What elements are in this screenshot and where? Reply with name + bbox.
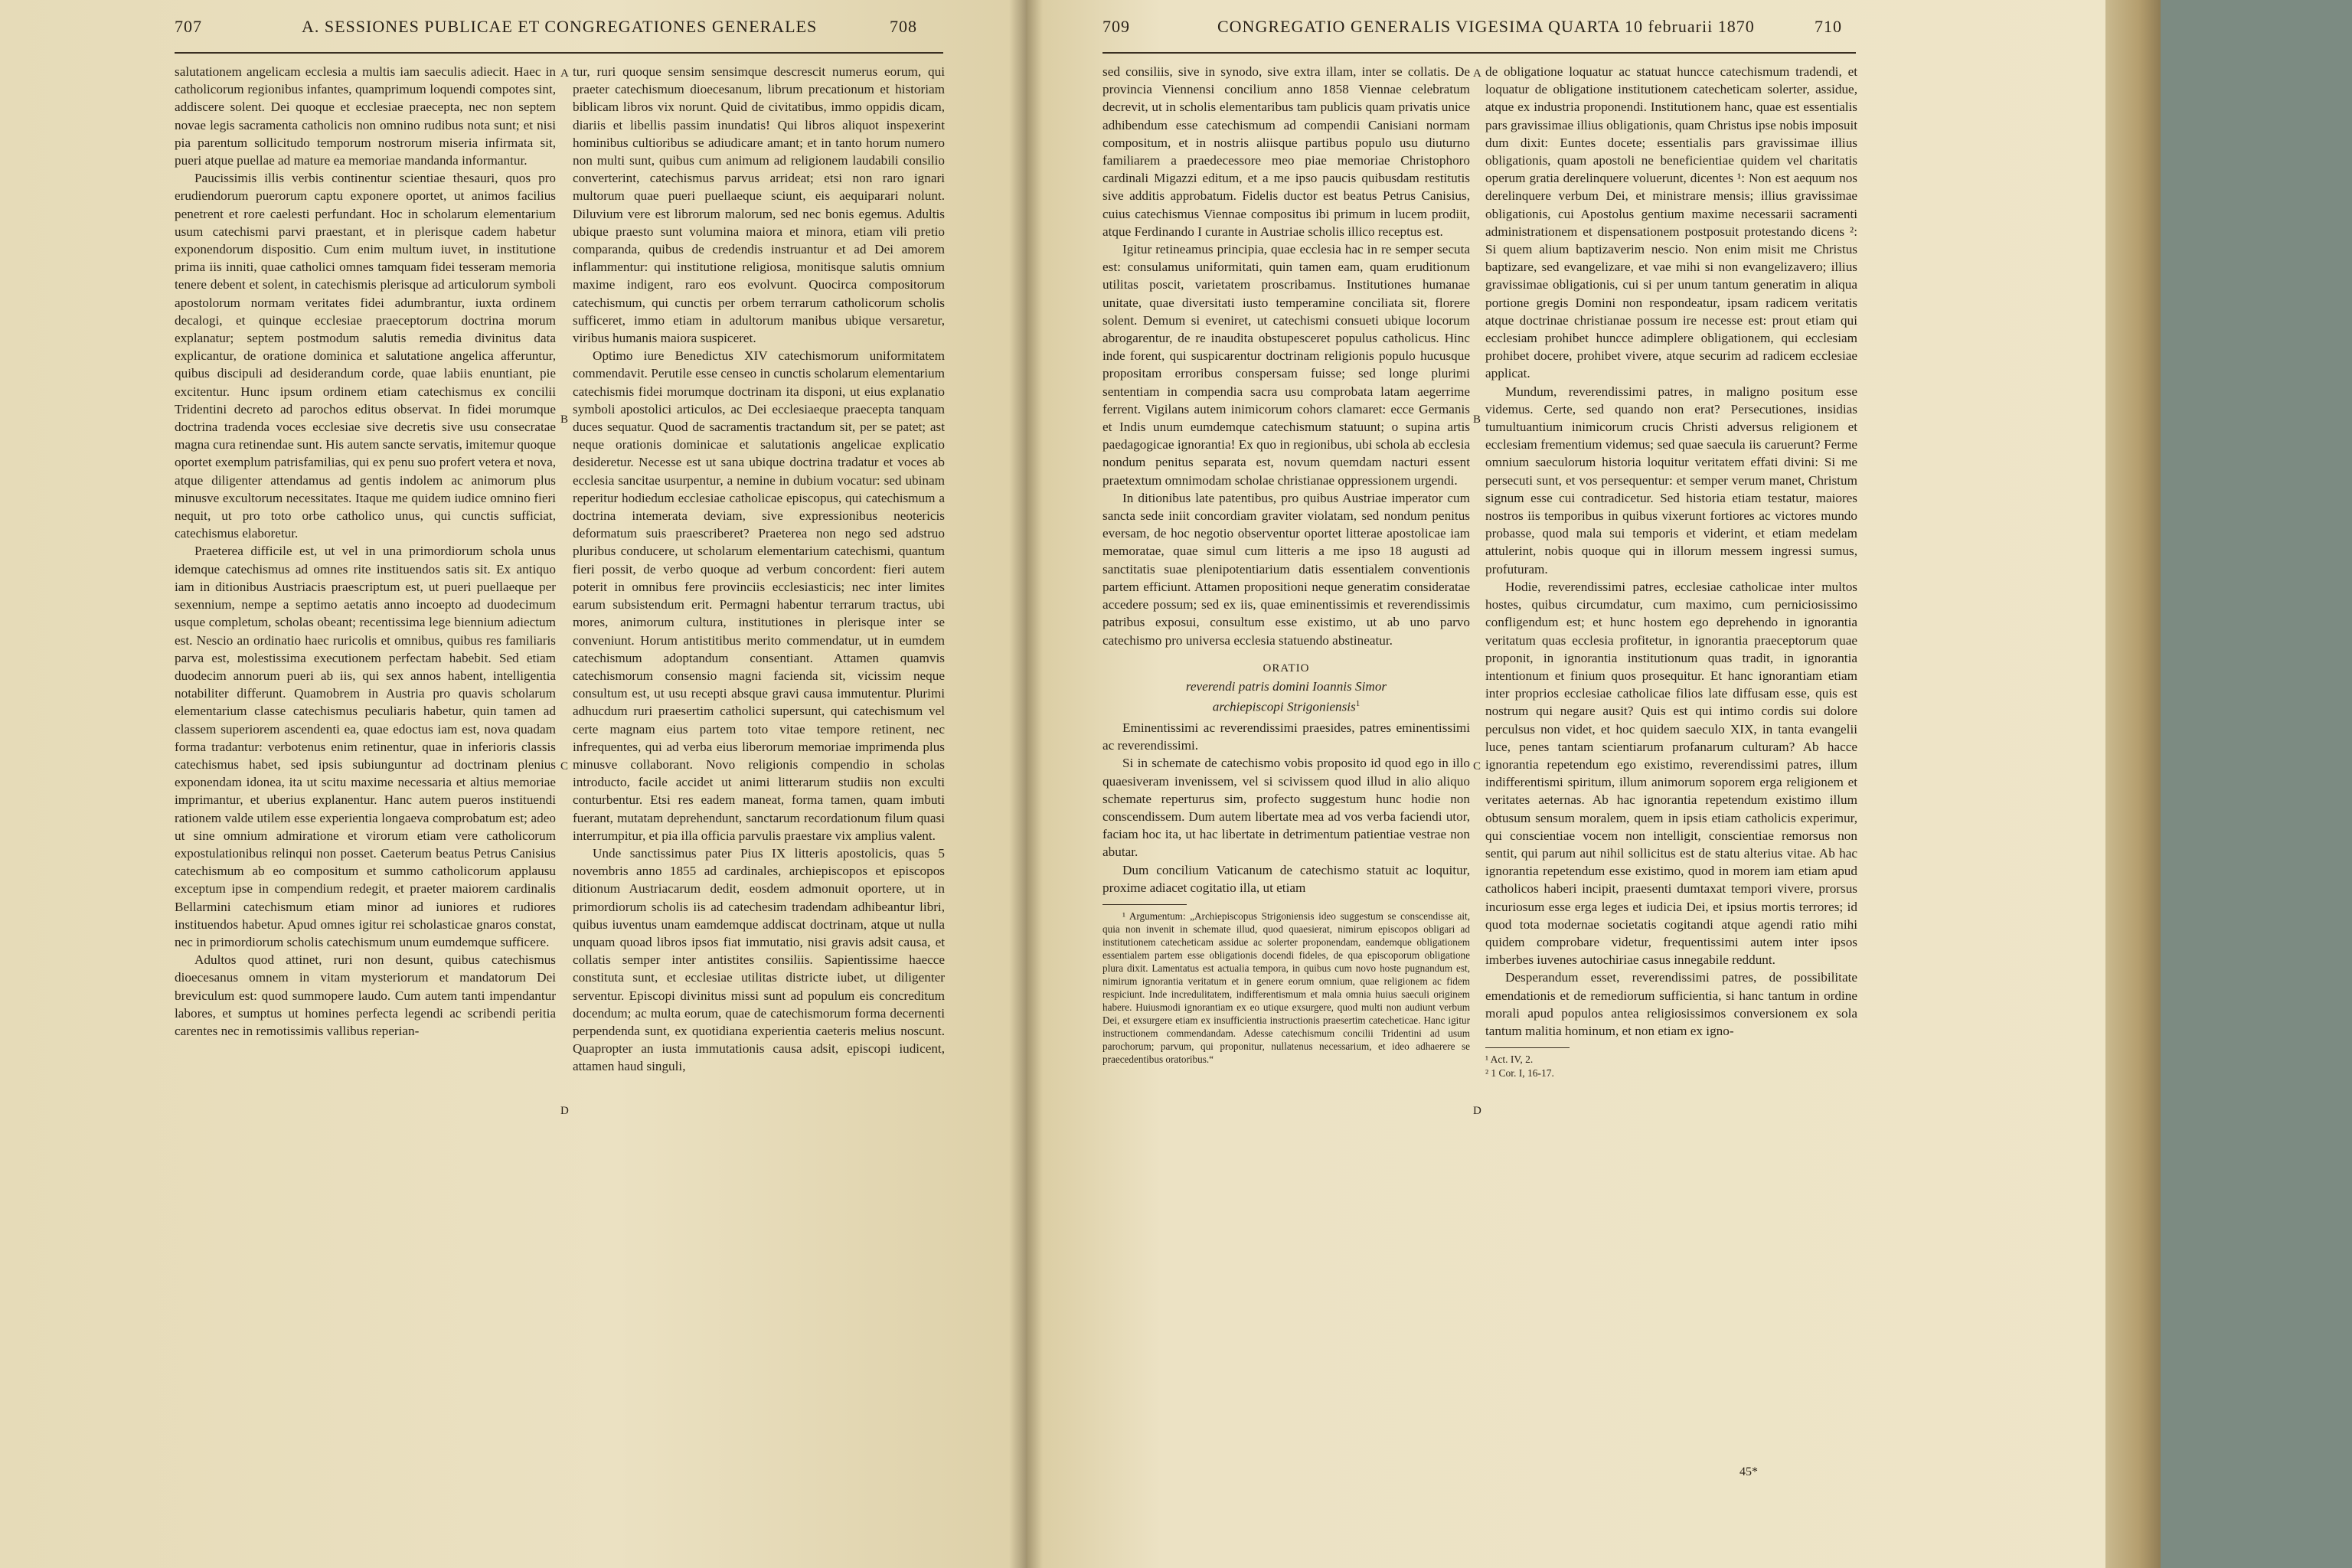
signature-mark: 45* — [1740, 1465, 1758, 1478]
paragraph: tur, ruri quoque sensim sensimque descrescit numerus eorum, qui praeter catechismum dioecesanum, librum precationum et historiam biblicam libros vix norunt. Quid de civitatibus, immo oppidis dicam, diariis et libellis passim inundatis! Qui libros aliquot inspexerint hominibus cultioribus se adiudicare amant; et in tanto horum numero non multi sunt, quibus cum animum ad religionem laudabili consilio converterint, catechismus parvus arrideat; etsi non raro ignari multorum quae pueri puellaeque sciunt, eis aequiparari nolunt. Diluvium vere est librorum malorum, sed nec bonis egemus. Adultis ubique praesto sunt volumina maiora et minora, etiam vili pretio comparanda, quibus de credendis instruantur et ad Dei amorem inflammentur: qui institutione religiosa, monitisque salutis omnium maxime indigent, raro eos evolvunt. Quocirca compositorum catechismum, qui cunctis per orbem terrarum catholicorum scholis sufficeret, immo etiam in adultorum manibus ubique versaretur, viribus humanis maiora suspiceret. — [573, 64, 945, 346]
paragraph: In ditionibus late patentibus, pro quibus Austriae imperator cum sancta sede iniit concordiam graviter violatam, sed nondum penitus eversam, de hoc negotio observentur oportet litterae apostolicae iam memoratae, quae simul cum litteris a me ipso 18 augusti ad sanctitatis suae plenipotentiarium datis essentialem conventionis partem efficiunt. Attamen propositioni neque generatim consideratae accedere possum; sed ex iis, quae eminentissimis et reverendissimis patribus exposui, consultum esse existimo, ut ab uno parvo catechismo pro universa ecclesia statuendo abstineatur. — [1102, 490, 1470, 648]
footnote-rule — [1102, 904, 1187, 905]
paragraph: Igitur retineamus principia, quae ecclesia hac in re semper secuta est: consulamus uniformitati, quin tamen eam, quam eruditionum utilitas poscit, varietatem proscribamus. Institutiones humanae unitate, quae diversitati iusto temperamine conciliata sit, florere solent. Demum si eveniret, ut catechismi consueti ubique locorum abrogarentur, de re inaudita obstupesceret populus catholicus. Hinc inde forent, qui suspicarentur doctrinam religionis populo hucusque propositam erroribus conspersam fuisse; sed longe plurimi sententiam in compendia sacra usu comprobata latam aegerrime ferrent. Vigilans autem inimicorum cohors clamaret: ecce Germanis et Indis unum eumdemque catechismum statuunt; o supina artis paedagogicae ignorantia! Ex quo in regionibus, ubi schola ab ecclesia nondum penitus separata est, novum quemdam nacturi essent praetextum omnimodam scholae christianae oppressionem urgendi. — [1102, 242, 1470, 488]
footnote: ¹ Act. IV, 2. — [1485, 1054, 1534, 1066]
header-rule — [175, 52, 943, 54]
text-column-1 — [1102, 63, 1470, 1548]
page-number: 709 — [1102, 17, 1130, 36]
margin-letter: B — [560, 413, 569, 426]
footnote-rule — [1485, 1047, 1570, 1048]
desk-background — [2161, 0, 2352, 1568]
oration-subtitle — [1102, 695, 1470, 716]
oration-subtitle: reverendi patris domini Ioannis Simor — [1185, 678, 1387, 694]
footnote-ref: 1 — [1355, 699, 1361, 709]
page-number: 707 — [175, 17, 202, 36]
paragraph: Eminentissimi ac reverendissimi praesides, patres eminentissimi ac reverendissimi. — [1102, 720, 1470, 753]
margin-letter: B — [1473, 413, 1481, 426]
left-page — [0, 0, 1026, 1568]
paragraph: Unde sanctissimus pater Pius IX litteris apostolicis, quas 5 novembris anno 1855 ad cardinales, archiepiscopos et episcopos ditionum Austriacarum dedit, eosdem admonuit oportere, ut in primordiorum scholis iis ad catechesim tradendam adhibeantur libri, quibus iuventus unam eamdemque addiscat doctrinam, atque ut nulla unquam quoad libros ipsos fiat immutatio, nisi gravis adsit causa, et collatis semper inter antistites consiliis. Sapientissime haecce constituta sunt, et ecclesiae utilitas districte iubet, ut diligenter serventur. Episcopi divinitus missi sunt ad populum eis concreditum docendum; ac multa eorum, quae de catechismorum forma decernenti perpendenda sunt, ex quotidiana experientia caeteris melius noscunt. Quapropter an iusta immutationis causa adsit, episcopi iudicent, attamen haud singuli, — [573, 845, 945, 1074]
margin-letter: D — [1473, 1105, 1481, 1117]
running-header — [1026, 17, 2098, 47]
page-number: 710 — [1815, 17, 1842, 36]
margin-letter: A — [1473, 67, 1481, 80]
paragraph: de obligatione loquatur ac statuat huncce catechismum tradendi, et loquatur de obligatione institutionem catecheticam solerter, assidue, atque ex industria proponendi. Institutionem hanc, quae est essentialis pars gravissimae illius obligationis, quam Christus ipse nobis imposuit dum dixit: Euntes docete; essentialis pars gravissimae illius obligationis, quam apostoli ne beneficientiae quidem vel charitatis operum gratia derelinquere voluerunt, dicentes ¹: Non est aequum nos derelinquere verbum Dei, et ministrare mensis; illius gravissimae obligationis, cui Apostolus gentium maxime necessarii sacramenti administrationem et dispensationem postposuit protestando dicens ²: Si quem alium baptizaverim nescio. Non enim misit me Christus baptizare, sed evangelizare, et vae mihi si non evangelizavero; illius gravissimae obligationis, cui si per unum tantum generatim in aliqua portione gregis Domini non respondeatur, ipsam radicem veritatis atque doctrinae christianae possum ire necesse est: prout etiam qui ecclesiam prohibet huncce adimplere obligationem, qui ecclesiam prohibet docere, prohibet vivere, atque securim ad radicem ecclesiae applicat. — [1485, 64, 1857, 381]
paragraph: Si in schemate de catechismo vobis proposito id quod ego in illo quaesiveram invenissem, vel si scivissem quod illud in alio aliquo schemate reperturus sim, profecto suggestum hunc hodie non conscendissem. Dum autem libertate mea ad vos verba faciendi utor, faciam hoc ita, ut hac libertate in detrimentum patientiae vestrae non abutar. — [1102, 756, 1470, 860]
text-column-2 — [573, 63, 945, 1548]
margin-letter: C — [560, 760, 569, 773]
margin-letter: A — [560, 67, 569, 80]
right-page — [1026, 0, 2159, 1568]
text-column-2 — [1485, 63, 1857, 1548]
running-head-title: A. SESSIONES PUBLICAE ET CONGREGATIONES GENERALES — [302, 17, 818, 36]
page-number: 708 — [890, 17, 917, 36]
margin-letter: D — [560, 1105, 569, 1117]
text-column-1 — [175, 63, 556, 1548]
paragraph: Dum concilium Vaticanum de catechismo statuit ac loquitur, proxime adiacet cogitatio illa, ut etiam — [1102, 862, 1470, 895]
paragraph: Praeterea difficile est, ut vel in una primordiorum schola unus idemque catechismus ad omnes rite instituendos satis sit. Ex antiquo iam in ditionibus Austriacis praescriptum est, ut pueri puellaeque per sexennium, nempe a septimo aetatis anno incoepto ad duodecimum usque completum, scholas obeant; recentissima lege biennium adiectum est. Nescio an ordinatio haec ruricolis et omnibus, quibus res familiaris parva est, molestissima executionem perfectam habebit. Sed etiam duodecim annorum pueri ab iis, qui sex annos habent, intelligentia notabiliter differunt. Quamobrem in Austria pro quavis scholarum elementarium classe catechismus peculiaris habetur, quin tamen ad classem superiorem ascendenti ea, quae edoctus iam est, nova quadam forma tradantur: verbotenus enim retinentur, quae in inferioris classis catechismus habet, sed ipsis subiunguntur ad doctrinam plenius exponendam idonea, ita ut scitu maxime necessaria et altius memoriae imprimantur, et uberius explanentur. Hanc autem pueros instituendi rationem valde utilem esse experientia longaeva comprobatum est; adeo ut sine omnium admiratione et virorum etiam vere catholicorum expostulationibus relinqui non posset. Caeterum beatus Petrus Canisius catechismum ab eo compositum et summo catholicorum applausu exceptum ipse in compendium redegit, et praeter maiorem cardinalis Bellarmini catechismum etiam minor ad iuniores et rudiores instituendos habetur. Apud omnes igitur rei scholasticae gnaros constat, nec in primordiorum scholis catechismum unum eumdemque sufficere. — [175, 544, 556, 949]
footnote: ¹ Argumentum: „Archiepiscopus Strigoniensis ideo suggestum se conscendisse ait, quia non invenit in schemate illud, quod quaesierat, nimirum episcopos obligari ad institutionem catecheticam assidue ac solerter proponendam, eandemque obligationem essentialem partem esse obligationis docendi fideles, de qua episcoporum obligatione plura dixit. Lamentatus est actualia tempora, in quibus cum novo hoste pugnandum est, nimirum ignorantia veritatum et in genere eorum omnium, quae religionem ac fidem respiciunt. Inde incredulitatem, indifferentismum et mala omnia huius saeculi originem habere. Huiusmodi ignorantiam ex eo utique exsurgere, quod multi non audiunt verbum Dei, et exsurgere etiam ex insufficientia instructionis praesertim catecheticae. Hanc igitur instructionem commendandam. Adesse catechismum concilii Tridentini ad usum parochorum; parvum, qui proponitur, nullatenus necessarium, et ideo adhaerere se praecedentibus oratoribus.“ — [1102, 910, 1470, 1066]
oration-heading: ORATIO — [1263, 662, 1310, 675]
footnote: ² 1 Cor. I, 16-17. — [1485, 1067, 1554, 1080]
running-head-title: CONGREGATIO GENERALIS VIGESIMA QUARTA 10 februarii 1870 — [1217, 17, 1755, 36]
paragraph: Paucissimis illis verbis continentur scientiae thesauri, quos pro erudiendorum puerorum captu exponere oportet, ut animos facilius penetrent et rore caelesti perfundant. Hoc in scholarum elementarium usum catechismi parvi praestant, et in plerisque cadem habetur exponendorum dispositio. Cum enim multum iuvet, in institutione prima iis inniti, quae catholici omnes tamquam fidei tesseram memoria tenere debent et solent, in catechismis plerisque ad articulorum symboli apostolorum normam veritates fidei adumbrantur, iuxta ordinem decalogi, et quinque ecclesiae praeceptorum doctrina morum explanatur; septem postmodum salutis remedia divinitus data explicantur, de oratione dominica et salutatione angelica afferuntur, quibus discipuli ad desiderandum corde, quae labiis enuntiant, pie excitentur. Hunc ipsum ordinem etiam catechismus ex concilii Tridentini decreto ad parochos editus observat. In fidei morumque doctrina tradenda voces ecclesiae sive decretis sive usu consecratae magna cura retinendae sunt. His autem sancte servatis, imitemur quoque oportet exemplum patrisfamilias, qui ex penu suo profert vetera et nova, atque diligenter attendamus ad gentis indolem ac animorum plus minusve excultorum necessitates. Itaque me quidem iudice omnino fieri nequit, ut pro toto orbe catholico unus, qui cunctis sufficiat, catechismus elaboretur. — [175, 171, 556, 541]
paragraph: Hodie, reverendissimi patres, ecclesiae catholicae inter multos hostes, quibus circumdatur, cum maximo, cum perniciosissimo confligendum est; et hunc hostem ego deprehendo in ignorantia veritatum quas ecclesia profitetur, in ignorantia praeceptorum quae proponit, in ignorantia institutionum quas tradit, in ignorantia intentionum et finium quos prosequitur. Et hanc ignorantiam etiam inter proprios ecclesiae catholicae filios late diffusam esse, quis est nostrum qui negare ausit? Quis est qui intimo cordis sui dolore perculsus non videt, et hoc quidem saeculo XIX, in tanta evangelii luce, penes tantam scientiarum profanarum culturam? Ab hacce ignorantia repetendum ego existimo, reverendissimi patres, illum indifferentismi spiritum, illum animorum soporem erga religionem et veritates aeternas. Ab hac ignorantia repetendum existimo illum obtusum sensum moralem, quem in ipsis etiam catholicis experimur, qui conscientiae vocem non intelligit, conscientiae remorsus non sentit, qui parum aut nihil sollicitus est de statu alterius vitae. Ab hac ignorantia repetendum esse existimo, quod in morem iam etiam apud catholicos haberi incipit, praesenti dumtaxat tempori vivere, prorsus incuriosum esse erga leges et iudicia Dei, et ipsius mortis terrores; id quod tota modernae societatis cogitandi atque agendi ratio mihi quidem comprobare videtur, frequentissimi autem inter ipsos imberbes iuvenes autochiriae casus innegabile reddunt. — [1485, 579, 1857, 968]
paragraph: Adultos quod attinet, ruri non desunt, quibus catechismus dioecesanus omnem in vitam mysteriorum et mandatorum Dei breviculum est: quod summopere laudo. Cum autem tanti impendantur labores, et sumptus ut homines perfecta legendi ac scribendi peritia carentes nec in remotissimis vallibus reperian- — [175, 952, 556, 1038]
paragraph: Desperandum esset, reverendissimi patres, de possibilitate emendationis et de remediorum sufficientia, si hanc tantum in ordine morali apud populos antea religiosissimos conversionem ex sola tantum malitia hominum, et non etiam ex igno- — [1485, 970, 1857, 1038]
header-rule — [1102, 52, 1856, 54]
paragraph: Mundum, reverendissimi patres, in maligno positum esse videmus. Certe, sed quando non erat? Persecutiones, insidias tumultuantium inimicorum crucis Christi adversus religionem et ecclesiam frementium videmus; sed quae saecula iis caruerunt? Ferme omnium saeculorum historia loquitur veritatem effati divini: Si me persecuti sunt, et vos persequentur: et semper verum manet, Christum signum esse cui contradicetur. Sed historia etiam testatur, maiores nostros iis temporibus in quibus vixerunt fortiores ac victores mundo probasse, quod mala sui temporis et viderint, et etiam medelam attulerint, nobis quoque qui in illorum messem ingressi sumus, profuturam. — [1485, 384, 1857, 577]
paragraph: salutationem angelicam ecclesia a multis iam saeculis adiecit. Haec in catholicorum regionibus infantes, quamprimum loquendi compotes sint, addiscere solent. Dei quoque et ecclesiae praecepta, nec non septem novae legis sacramenta catholicis non omnino rudibus nota sunt; et nisi pia parentum sollicitudo temporum nostrorum miseria infirmata sit, pueri atque puellae ad mature ea memoriae mandanda informantur. — [175, 64, 556, 168]
running-header — [0, 17, 1011, 47]
margin-letter: C — [1473, 760, 1481, 773]
paragraph: Optimo iure Benedictus XIV catechismorum uniformitatem commendavit. Perutile esse censeo in cunctis scholarum elementarium catechismis fidei morumque doctrinam ita disponi, ut eius explanatio symboli apostolici articulos, ac Dei ecclesiaeque praecepta tanquam duces sequatur. Quod de sacramentis tractandum sit, per se patet; ast neque orationis dominicae et salutationis angelicae explicatio desideretur. Necesse est ut sana ubique doctrina tradatur et voces ab ecclesia sancitae usurpentur, a nemine in dubium vocatur: sed ubinam reperitur hodiedum ecclesiae catholicae episcopus, qui catechismum a doctrina intemerata deviam, sive expressionibus neotericis deformatum suis praescriberet? Praeterea non nego sed adstruo pluribus conducere, ut scholarum elementarium catechismi, quantum fieri possit, de verbo quoque ad verbum concordent: fieri autem poterit in omnibus fere provinciis ecclesiasticis; nec inter limites earum subsistendum erit. Permagni habentur terrarum tractus, ubi mores, animorum cultura, institutiones in plerisque inter se conveniunt. Horum antistitibus merito commendatur, ut in eumdem catechismum adoptandum consentiant. Attamen quamvis catechismorum consensio magni facienda sit, vicissim neque consultum est, ut usu recepti absque gravi causa immutentur. Plurimi adhucdum ruri praesertim catholici supersunt, qui catechismum vel certe magnam eius partem toto vitae tempore retinent, nec infrequentes, qui ad verba eius liberorum memoriae imprimenda plus minusve collaborant. Novo religionis compendio in scholas introducto, facile accidet ut animi litterarum studiis non exculti conturbentur. Etsi res eadem maneat, forma tamen, quam imbuti fuerant, mutatam deprehendunt, sanctarum recordationum filum quasi interrumpitur, et pia illa officia parvulis praestare vix amplius valent. — [573, 348, 945, 843]
oration-subtitle-text: archiepiscopi Strigoniensis — [1212, 699, 1356, 714]
book-cover-edge — [2105, 0, 2161, 1568]
paragraph: sed consiliis, sive in synodo, sive extra illam, inter se collatis. De provincia Viennensi concilium anno 1858 Viennae celebratum decrevit, ut in scholis elementaribus tam publicis quam privatis unice adhibendum esse catechismum ad compendii Canisiani normam compositum, et in nostris aliisque partibus populo usu diuturno familiarem a praedecessore meo piae memoriae Christophoro cardinali Migazzi editum, et a me ipso paucis quibusdam restitutis sive additis approbatum. Fidelis ductor est beatus Petrus Canisius, cuius catechismus Viennae compositus ibi primum in lucem prodiit, atque Ferdinando I curante in Austriae scholis illico receptus est. — [1102, 64, 1470, 239]
